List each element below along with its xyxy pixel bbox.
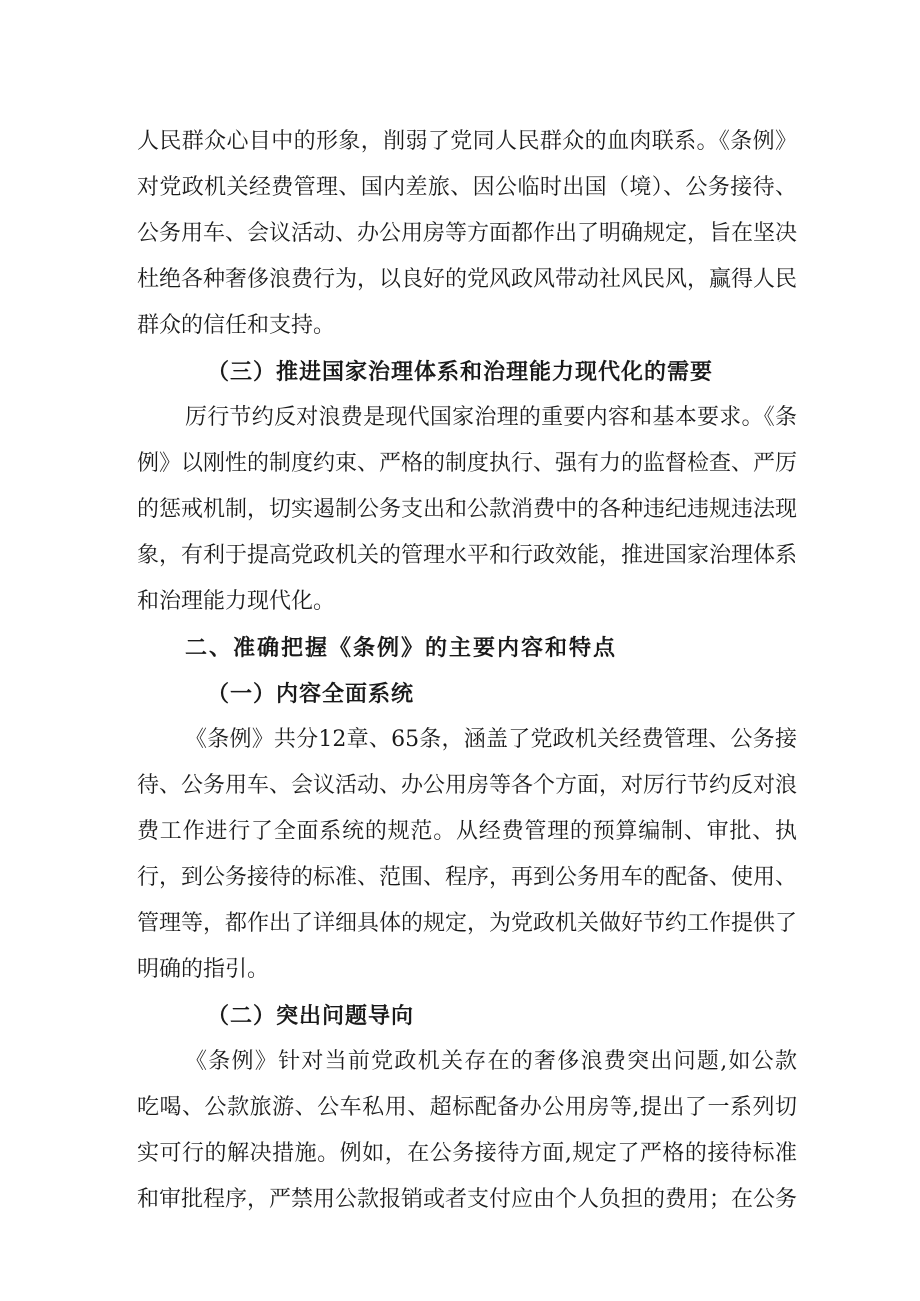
paragraph-line: 吃喝、公款旅游、公车私用、超标配备办公用房等,提出了一系列切 bbox=[137, 1095, 797, 1120]
paragraph-line: 行，到公务接待的标准、范围、程序，再到公务用车的配备、使用、 bbox=[137, 865, 797, 890]
section-heading-3: （三）推进国家治理体系和治理能力现代化的需要 bbox=[207, 359, 714, 385]
paragraph-line: 和审批程序，严禁用公款报销或者支付应由个人负担的费用；在公务 bbox=[137, 1187, 797, 1212]
paragraph-line: 对党政机关经费管理、国内差旅、因公临时出国（境）、公务接待、 bbox=[137, 175, 797, 200]
paragraph-line: 实可行的解决措施。例如，在公务接待方面,规定了严格的接待标准 bbox=[137, 1141, 797, 1166]
section-heading-2: （二）突出问题导向 bbox=[207, 1003, 415, 1029]
paragraph-line: 群众的信任和支持。 bbox=[137, 313, 336, 338]
paragraph-line: 管理等，都作出了详细具体的规定，为党政机关做好节约工作提供了 bbox=[137, 911, 797, 936]
paragraph-line: 费工作进行了全面系统的规范。从经费管理的预算编制、审批、执 bbox=[137, 819, 797, 844]
paragraph-line: 和治理能力现代化。 bbox=[137, 589, 336, 614]
paragraph-line: 《条例》针对当前党政机关存在的奢侈浪费突出问题,如公款 bbox=[185, 1049, 797, 1074]
paragraph-line: 例》以刚性的制度约束、严格的制度执行、强有力的监督检查、严厉 bbox=[137, 451, 797, 476]
paragraph-line: 人民群众心目中的形象，削弱了党同人民群众的血肉联系。《条例》 bbox=[137, 129, 797, 154]
paragraph-line: 象，有利于提高党政机关的管理水平和行政效能，推进国家治理体系 bbox=[137, 543, 797, 568]
section-heading-1: （一）内容全面系统 bbox=[207, 681, 415, 707]
paragraph-line: 的惩戒机制，切实遏制公务支出和公款消费中的各种违纪违规违法现 bbox=[137, 497, 797, 522]
paragraph-line: 《条例》共分12章、65条，涵盖了党政机关经费管理、公务接 bbox=[185, 727, 797, 752]
paragraph-line: 待、公务用车、会议活动、办公用房等各个方面，对厉行节约反对浪 bbox=[137, 773, 797, 798]
paragraph-line: 厉行节约反对浪费是现代国家治理的重要内容和基本要求。《条 bbox=[185, 405, 797, 430]
paragraph-line: 公务用车、会议活动、办公用房等方面都作出了明确规定，旨在坚决 bbox=[137, 221, 797, 246]
paragraph-line: 明确的指引。 bbox=[137, 957, 270, 982]
chapter-heading-2: 二、准确把握《条例》的主要内容和特点 bbox=[185, 635, 618, 661]
paragraph-line: 杜绝各种奢侈浪费行为，以良好的党风政风带动社风民风，赢得人民 bbox=[137, 267, 797, 292]
